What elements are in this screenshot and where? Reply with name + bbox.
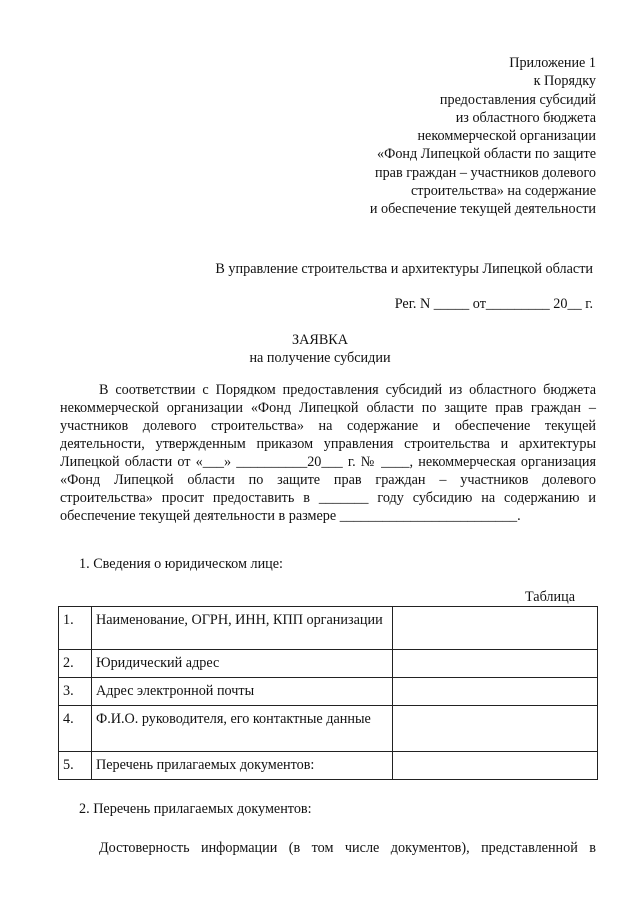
appendix-line: предоставления субсидий — [439, 91, 596, 108]
appendix-line: к Порядку — [533, 73, 596, 90]
row-number: 5. — [59, 752, 92, 780]
section-heading-documents: 2. Перечень прилагаемых документов: — [79, 801, 312, 817]
row-value-cell — [393, 607, 598, 650]
row-value-cell — [393, 752, 598, 780]
intro-paragraph: В соответствии с Порядком предоставления субсидий из областного бюджета некоммерческой организации «Фонд Липецкой области по защите прав граждан – участников долевого строительства» на содержание и обеспечение текущей деятельности, утвержденным приказом управления строительства и архитектуры Липецкой области от «___» __________20___ г. № ____, некоммерческая организация «Фонд Липецкой области по защите прав граждан – участников долевого строительства» просит предоставить в _______ году субсидию на содержанию и обеспечение текущей деятельности в размере _________________________. — [60, 382, 596, 524]
table-caption: Таблица — [524, 589, 575, 605]
row-label: Перечень прилагаемых документов: — [92, 752, 393, 780]
row-value-cell — [393, 706, 598, 752]
row-label: Ф.И.О. руководителя, его контактные данные — [92, 706, 393, 752]
row-number: 1. — [59, 607, 92, 650]
addressee-line: В управление строительства и архитектуры Липецкой области — [215, 261, 593, 277]
table-row — [59, 752, 598, 780]
appendix-line: прав граждан – участников долевого — [374, 164, 596, 181]
row-number: 4. — [59, 706, 92, 752]
section-heading-legal-entity: 1. Сведения о юридическом лице: — [79, 556, 283, 572]
document-subtitle: на получение субсидии — [249, 350, 391, 366]
row-label: Юридический адрес — [92, 650, 393, 678]
table-row — [59, 607, 598, 650]
appendix-reference — [370, 54, 596, 219]
appendix-line: из областного бюджета — [455, 109, 596, 126]
appendix-line: некоммерческой организации — [417, 128, 596, 145]
table-row — [59, 678, 598, 706]
appendix-line: «Фонд Липецкой области по защите — [377, 146, 596, 163]
row-label: Наименование, ОГРН, ИНН, КПП организации — [92, 607, 393, 650]
closing-paragraph: Достоверность информации (в том числе документов), представленной в — [99, 840, 596, 856]
registration-line: Рег. N _____ от_________ 20__ г. — [394, 296, 593, 312]
row-number: 2. — [59, 650, 92, 678]
appendix-line: строительства» на содержание — [410, 183, 596, 200]
row-value-cell — [393, 650, 598, 678]
appendix-line: Приложение 1 — [509, 55, 596, 71]
row-value-cell — [393, 678, 598, 706]
legal-entity-table — [58, 606, 598, 780]
row-label: Адрес электронной почты — [92, 678, 393, 706]
table-row — [59, 650, 598, 678]
appendix-line: и обеспечение текущей деятельности — [369, 201, 596, 218]
row-number: 3. — [59, 678, 92, 706]
table-row — [59, 706, 598, 752]
document-title: ЗАЯВКА — [292, 332, 348, 348]
